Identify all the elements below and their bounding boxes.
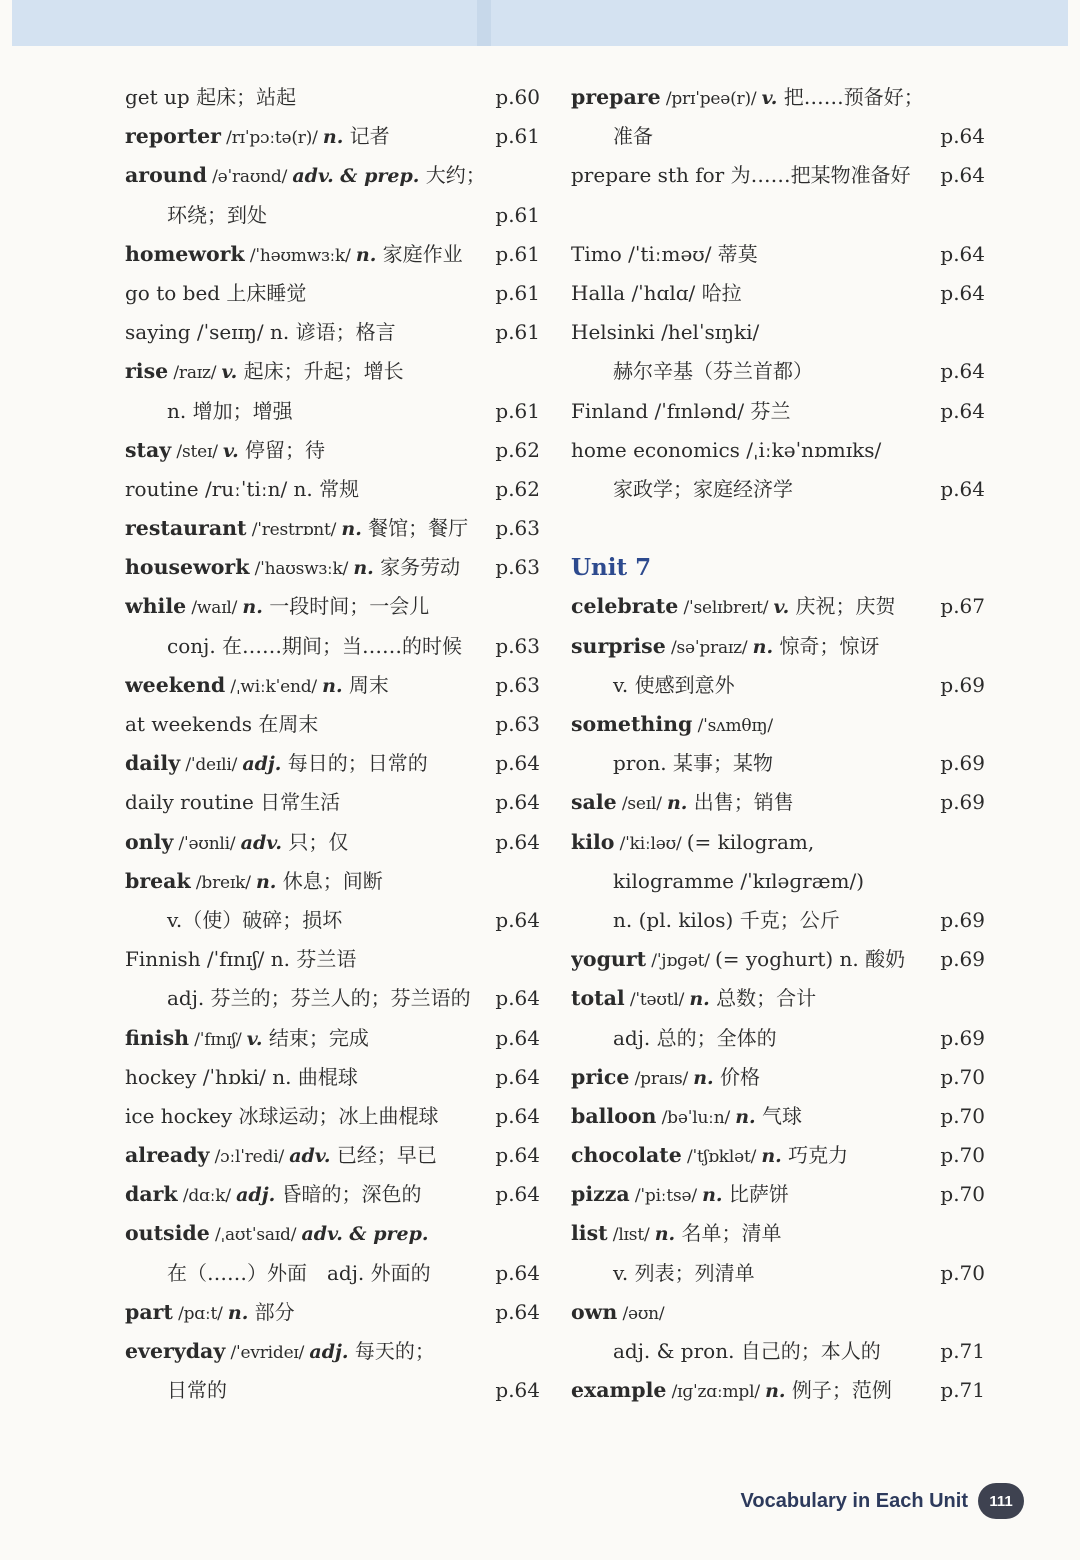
page-reference: p.64 xyxy=(495,751,540,776)
page-reference: p.69 xyxy=(940,751,985,776)
page-reference: p.63 xyxy=(495,672,540,697)
entry-continuation-text: 准备 xyxy=(613,124,653,149)
phonetic: /ˈpiːtsə/ xyxy=(629,1186,703,1207)
vocab-entry xyxy=(125,823,540,862)
entry-text: prepare sth for 为……把某物准备好 xyxy=(571,163,911,188)
definition: 大约； xyxy=(419,163,486,188)
page-reference: p.70 xyxy=(940,1103,985,1128)
page-reference: p.64 xyxy=(495,1378,540,1403)
headword: rise xyxy=(125,359,169,384)
vocab-entry xyxy=(125,744,540,783)
part-of-speech: n. xyxy=(702,1184,723,1207)
phonetic: /əˈraʊnd/ xyxy=(206,167,293,188)
phonetic: /ˈhaʊswɜːk/ xyxy=(249,559,354,580)
vocab-entry xyxy=(125,1214,540,1253)
page-reference: p.64 xyxy=(495,1143,540,1168)
vocab-entry xyxy=(125,705,540,744)
phonetic: /səˈpraɪz/ xyxy=(665,637,753,658)
phonetic: /ˈtəʊtl/ xyxy=(624,990,690,1011)
part-of-speech: n. xyxy=(322,126,344,149)
page-reference: p.63 xyxy=(495,633,540,658)
vocab-entry xyxy=(571,392,985,431)
part-of-speech: n. xyxy=(752,635,774,658)
phonetic: /ˈjɒɡət/ xyxy=(646,951,715,972)
vocab-entry xyxy=(571,1058,985,1097)
entry-continuation xyxy=(571,744,985,783)
definition: 休息；间断 xyxy=(276,868,383,893)
headword: chocolate xyxy=(571,1143,682,1168)
page-reference: p.60 xyxy=(495,85,540,109)
page-reference: p.63 xyxy=(495,516,540,541)
vocab-entry xyxy=(571,156,985,195)
part-of-speech: n. xyxy=(735,1105,756,1128)
vocab-entry xyxy=(125,470,540,509)
definition: 把……预备好； xyxy=(777,85,924,109)
entry-continuation xyxy=(571,1019,985,1058)
page-reference: p.69 xyxy=(940,907,985,932)
part-of-speech: n. xyxy=(689,988,710,1011)
entry-continuation-text: conj. 在……期间；当……的时候 xyxy=(167,633,463,658)
phonetic: /ˌaʊtˈsaɪd/ xyxy=(209,1225,302,1246)
page-reference: p.64 xyxy=(940,359,985,384)
vocab-entry xyxy=(125,1332,540,1371)
part-of-speech: n. xyxy=(666,792,688,815)
entry-text: home economics /ˌiːkəˈnɒmɪks/ xyxy=(571,437,882,462)
vocab-entry xyxy=(125,862,540,901)
definition: 家庭作业 xyxy=(376,241,463,266)
entry-text: daily routine 日常生活 xyxy=(125,790,341,815)
headword: total xyxy=(571,986,625,1011)
headword: weekend xyxy=(125,672,226,697)
phonetic: /praɪs/ xyxy=(629,1068,694,1089)
unit-heading-line xyxy=(571,548,985,587)
page-reference: p.71 xyxy=(940,1378,985,1403)
definition: 记者 xyxy=(343,124,390,149)
page-reference: p.70 xyxy=(940,1064,985,1089)
entry-continuation-text: 赫尔辛基（芬兰首都） xyxy=(613,359,813,384)
headword: dark xyxy=(125,1182,178,1207)
headword: surprise xyxy=(571,633,666,658)
vocab-entry xyxy=(125,1175,540,1214)
part-of-speech: n. xyxy=(242,596,263,619)
vocab-entry xyxy=(571,587,985,626)
definition: 总数；合计 xyxy=(709,986,817,1011)
headword: kilo xyxy=(571,829,615,854)
page-reference: p.62 xyxy=(495,476,540,501)
page-reference: p.63 xyxy=(495,712,540,736)
definition: 周末 xyxy=(342,672,389,697)
phonetic: /ˈəʊnli/ xyxy=(173,833,241,854)
headword: price xyxy=(571,1064,630,1089)
vocab-entry xyxy=(125,313,540,352)
phonetic: /ˈselɪbreɪt/ xyxy=(678,598,774,619)
part-of-speech: v. xyxy=(246,1027,263,1050)
vocab-entry xyxy=(571,431,985,470)
page-reference: p.64 xyxy=(940,280,985,305)
page-reference: p.71 xyxy=(940,1339,985,1363)
page-reference: p.64 xyxy=(495,1260,540,1285)
phonetic: /ˈhəʊmwɜːk/ xyxy=(244,245,356,266)
page-reference: p.64 xyxy=(495,1299,540,1324)
phonetic: /rɪˈpɔːtə(r)/ xyxy=(220,128,323,149)
phonetic: /ˈfɪnɪʃ/ xyxy=(189,1029,247,1050)
vocab-entry xyxy=(125,1136,540,1175)
part-of-speech: n. xyxy=(693,1066,714,1089)
headword: daily xyxy=(125,751,181,776)
phonetic: /ˈdeɪli/ xyxy=(180,755,243,776)
definition: 家务劳动 xyxy=(373,555,461,580)
part-of-speech: n. xyxy=(765,1380,786,1403)
part-of-speech: v. xyxy=(222,439,239,462)
page-reference: p.64 xyxy=(495,829,540,854)
definition: (= yoghurt) n. 酸奶 xyxy=(714,947,906,972)
phonetic: /breɪk/ xyxy=(190,872,256,893)
headword: pizza xyxy=(571,1182,630,1207)
headword: something xyxy=(571,712,693,736)
entry-text: Halla /ˈhɑlɑ/ 哈拉 xyxy=(571,280,742,305)
vocab-entry xyxy=(125,783,540,822)
definition: 结束；完成 xyxy=(262,1025,369,1050)
top-color-band xyxy=(12,0,1068,46)
entry-continuation-text: n. 增加；增强 xyxy=(167,398,293,423)
vocab-entry xyxy=(125,235,540,274)
page-reference: p.64 xyxy=(495,790,540,815)
page-reference: p.69 xyxy=(940,672,985,697)
entry-continuation-text: v. 使感到意外 xyxy=(613,672,735,697)
entry-text: saying /ˈseɪɪŋ/ n. 谚语；格言 xyxy=(125,320,396,345)
entry-continuation-text: v.（使）破碎；损坏 xyxy=(167,907,343,932)
part-of-speech: adv. xyxy=(240,831,282,854)
vocab-entry xyxy=(125,587,540,626)
headword: while xyxy=(125,594,187,619)
definition: 比萨饼 xyxy=(722,1182,789,1207)
vocab-entry xyxy=(571,235,985,274)
headword: housework xyxy=(125,555,250,580)
page-reference: p.69 xyxy=(940,790,985,815)
entry-continuation xyxy=(125,901,540,940)
page-reference: p.64 xyxy=(495,986,540,1011)
phonetic: /lɪst/ xyxy=(607,1225,655,1246)
phonetic: /pɑːt/ xyxy=(172,1303,228,1324)
vocab-entry xyxy=(125,352,540,391)
entry-continuation xyxy=(571,470,985,509)
entry-text: ice hockey 冰球运动；冰上曲棍球 xyxy=(125,1103,439,1128)
definition: 每日的；日常的 xyxy=(281,751,428,776)
headword: part xyxy=(125,1299,173,1324)
entry-continuation-text: adj. & pron. 自己的；本人的 xyxy=(613,1339,881,1363)
page-reference: p.70 xyxy=(940,1143,985,1168)
unit-heading: Unit 7 xyxy=(571,554,652,582)
part-of-speech: n. xyxy=(255,870,277,893)
definition: 起床；升起；增长 xyxy=(237,359,404,384)
headword: list xyxy=(571,1221,608,1246)
blank-line xyxy=(571,196,985,235)
vocab-entry xyxy=(571,1097,985,1136)
entry-continuation-text: kilogramme /ˈkɪləɡræm/) xyxy=(613,868,865,893)
part-of-speech: adv. xyxy=(289,1145,331,1168)
page-reference: p.69 xyxy=(940,947,985,972)
vocab-entry xyxy=(125,509,540,548)
definition: 已经；早已 xyxy=(330,1143,437,1168)
vocab-entry xyxy=(125,431,540,470)
headword: homework xyxy=(125,241,245,266)
part-of-speech: v. xyxy=(221,361,238,384)
part-of-speech: adj. xyxy=(236,1184,276,1207)
entry-text: Timo /ˈtiːməʊ/ 蒂莫 xyxy=(571,241,758,266)
entry-continuation-text: adj. 总的；全体的 xyxy=(613,1025,777,1050)
page-reference: p.64 xyxy=(495,1064,540,1089)
entry-text: go to bed 上床睡觉 xyxy=(125,280,307,305)
vocabulary-column-right xyxy=(571,78,985,1410)
page-reference: p.64 xyxy=(495,1103,540,1128)
entry-continuation xyxy=(571,901,985,940)
vocab-entry xyxy=(125,940,540,979)
phonetic: /prɪˈpeə(r)/ xyxy=(660,89,762,109)
headword: only xyxy=(125,829,174,854)
entry-continuation-text: 家政学；家庭经济学 xyxy=(613,476,793,501)
page-reference: p.61 xyxy=(495,241,540,266)
entry-continuation-text: 在（……）外面 adj. 外面的 xyxy=(167,1260,431,1285)
part-of-speech: adj. xyxy=(242,753,282,776)
entry-text: at weekends 在周末 xyxy=(125,712,319,736)
blank-line xyxy=(571,509,985,548)
page-reference: p.64 xyxy=(940,163,985,188)
page-reference: p.64 xyxy=(495,907,540,932)
entry-continuation xyxy=(571,352,985,391)
footer-title: Vocabulary in Each Unit xyxy=(740,1489,968,1512)
phonetic: /ˌwiːkˈend/ xyxy=(225,676,323,697)
band-seam xyxy=(477,0,491,46)
vocab-entry xyxy=(571,627,985,666)
headword: finish xyxy=(125,1025,190,1050)
phonetic: /dɑːk/ xyxy=(177,1186,237,1207)
vocab-entry xyxy=(571,313,985,352)
phonetic: /seɪl/ xyxy=(616,794,667,815)
entry-text: Finland /ˈfɪnlənd/ 芬兰 xyxy=(571,398,791,423)
page-reference: p.61 xyxy=(495,320,540,345)
entry-continuation-text: 日常的 xyxy=(167,1378,227,1403)
headword: break xyxy=(125,868,191,893)
vocab-entry xyxy=(125,666,540,705)
vocab-entry xyxy=(571,705,985,744)
vocab-entry xyxy=(125,78,540,117)
part-of-speech: n. xyxy=(322,674,343,697)
vocab-entry xyxy=(571,940,985,979)
headword: prepare xyxy=(571,85,661,109)
phonetic: /raɪz/ xyxy=(168,363,222,384)
page-reference: p.64 xyxy=(495,1025,540,1050)
headword: already xyxy=(125,1143,210,1168)
entry-continuation xyxy=(571,862,985,901)
page-reference: p.70 xyxy=(940,1260,985,1285)
definition: 停留；待 xyxy=(238,437,326,462)
vocab-entry xyxy=(125,548,540,587)
page-reference: p.62 xyxy=(495,437,540,462)
vocab-entry xyxy=(571,274,985,313)
page-reference: p.67 xyxy=(940,594,985,619)
definition: 昏暗的；深色的 xyxy=(275,1182,422,1207)
page-reference: p.61 xyxy=(495,398,540,423)
vocab-entry xyxy=(125,1019,540,1058)
vocab-entry xyxy=(125,1058,540,1097)
vocab-entry xyxy=(571,979,985,1018)
part-of-speech: v. xyxy=(773,596,790,619)
phonetic: /ɪɡˈzɑːmpl/ xyxy=(666,1382,766,1403)
phonetic: /ɔːlˈredi/ xyxy=(209,1147,290,1168)
definition: 惊奇；惊讶 xyxy=(773,633,880,658)
vocab-entry xyxy=(125,156,540,195)
part-of-speech: n. xyxy=(227,1301,249,1324)
definition: 出售；销售 xyxy=(687,790,794,815)
entry-text: get up 起床；站起 xyxy=(125,85,297,109)
entry-continuation xyxy=(125,1371,540,1410)
headword: stay xyxy=(125,437,172,462)
headword: celebrate xyxy=(571,594,679,619)
headword: balloon xyxy=(571,1103,657,1128)
phonetic: /ˈtʃɒklət/ xyxy=(681,1147,762,1168)
phonetic: /ˈrestrɒnt/ xyxy=(246,520,342,541)
headword: example xyxy=(571,1378,667,1403)
entry-continuation xyxy=(125,627,540,666)
entry-continuation xyxy=(125,196,540,235)
vocab-entry xyxy=(125,1293,540,1332)
page-reference: p.64 xyxy=(940,124,985,149)
entry-continuation xyxy=(125,392,540,431)
part-of-speech: n. xyxy=(353,557,374,580)
entry-continuation-text: 环绕；到处 xyxy=(167,202,267,227)
page-reference: p.61 xyxy=(495,202,540,227)
vocab-entry xyxy=(571,1136,985,1175)
part-of-speech: adv. & prep. xyxy=(292,165,420,188)
vocab-entry xyxy=(125,274,540,313)
definition: 庆祝；庆贺 xyxy=(789,594,896,619)
vocab-entry xyxy=(571,1214,985,1253)
definition: 一段时间；一会儿 xyxy=(262,594,430,619)
vocab-entry xyxy=(125,1097,540,1136)
phonetic: /ˈevrideɪ/ xyxy=(225,1343,310,1363)
entry-continuation xyxy=(125,1254,540,1293)
page-number-badge: 111 xyxy=(978,1483,1024,1519)
part-of-speech: n. xyxy=(341,518,362,541)
vocab-entry xyxy=(571,783,985,822)
headword: yogurt xyxy=(571,947,647,972)
entry-text: Finnish /ˈfɪnɪʃ/ n. 芬兰语 xyxy=(125,947,357,972)
definition: 巧克力 xyxy=(781,1143,849,1168)
vocabulary-column-left xyxy=(125,78,540,1410)
part-of-speech: adv. & prep. xyxy=(301,1223,429,1246)
entry-continuation xyxy=(571,666,985,705)
page-reference: p.64 xyxy=(940,476,985,501)
page-footer xyxy=(741,1481,1024,1521)
vocab-entry xyxy=(571,823,985,862)
entry-text: routine /ruːˈtiːn/ n. 常规 xyxy=(125,476,360,501)
part-of-speech: v. xyxy=(761,87,778,109)
page-reference: p.70 xyxy=(940,1182,985,1207)
phonetic: /əʊn/ xyxy=(617,1303,665,1324)
part-of-speech: n. xyxy=(761,1145,782,1168)
vocab-entry xyxy=(571,1175,985,1214)
definition: 每天的； xyxy=(348,1339,435,1363)
page-reference: p.64 xyxy=(940,241,985,266)
page-reference: p.61 xyxy=(495,124,540,149)
headword: restaurant xyxy=(125,516,247,541)
definition: 只；仅 xyxy=(282,829,349,854)
vocab-entry xyxy=(571,78,985,117)
headword: sale xyxy=(571,790,617,815)
vocab-entry xyxy=(571,1371,985,1410)
vocab-entry xyxy=(125,117,540,156)
part-of-speech: n. xyxy=(654,1223,676,1246)
entry-continuation xyxy=(571,1332,985,1371)
part-of-speech: adj. xyxy=(309,1341,349,1363)
definition: 价格 xyxy=(713,1064,761,1089)
page-reference: p.61 xyxy=(495,280,540,305)
page-reference: p.69 xyxy=(940,1025,985,1050)
phonetic: /steɪ/ xyxy=(171,441,223,462)
part-of-speech: n. xyxy=(355,243,377,266)
definition: 例子；范例 xyxy=(785,1378,892,1403)
phonetic: /bəˈluːn/ xyxy=(656,1107,736,1128)
entry-continuation xyxy=(571,117,985,156)
entry-continuation xyxy=(571,1254,985,1293)
page-reference: p.63 xyxy=(495,555,540,580)
entry-continuation-text: v. 列表；列清单 xyxy=(613,1260,755,1285)
definition: (= kilogram, xyxy=(686,829,815,854)
vocab-entry xyxy=(571,1293,985,1332)
definition: 名单；清单 xyxy=(675,1221,782,1246)
headword: around xyxy=(125,163,207,188)
phonetic: /waɪl/ xyxy=(186,598,243,619)
phonetic: /ˈkiːləʊ/ xyxy=(614,833,687,854)
entry-continuation-text: n. (pl. kilos) 千克；公斤 xyxy=(613,907,840,932)
definition: 部分 xyxy=(248,1299,295,1324)
headword: everyday xyxy=(125,1339,226,1363)
definition: 气球 xyxy=(755,1103,802,1128)
headword: reporter xyxy=(125,124,221,149)
headword: own xyxy=(571,1299,618,1324)
definition: 餐馆；餐厅 xyxy=(361,516,469,541)
entry-continuation-text: pron. 某事；某物 xyxy=(613,751,773,776)
headword: outside xyxy=(125,1221,210,1246)
page-reference: p.64 xyxy=(940,398,985,423)
entry-continuation xyxy=(125,979,540,1018)
page-reference: p.64 xyxy=(495,1182,540,1207)
entry-continuation-text: adj. 芬兰的；芬兰人的；芬兰语的 xyxy=(167,986,471,1011)
phonetic: /ˈsʌmθɪŋ/ xyxy=(692,716,773,736)
entry-text: hockey /ˈhɒki/ n. 曲棍球 xyxy=(125,1064,358,1089)
entry-text: Helsinki /helˈsɪŋki/ xyxy=(571,320,760,345)
